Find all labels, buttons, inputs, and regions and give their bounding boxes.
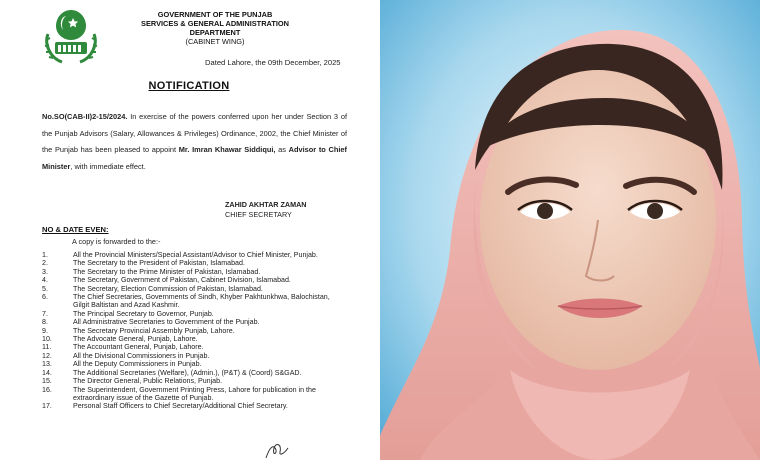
appointee-name: Mr. Imran Khawar Siddiqui, [178,145,276,154]
recipient-number: 14. [42,368,52,377]
recipient-text: The Secretary Provincial Assembly Punjab, Lahore. [73,326,235,335]
recipient-text: Personal Staff Officers to Chief Secretary/Additional Chief Secretary. [73,402,288,411]
recipient-list [42,251,342,411]
recipient-number: 5. [42,284,48,293]
signatory-title: CHIEF SECRETARY [225,210,292,219]
recipient-text: The Superintendent, Government Printing Press, Lahore for publication in the extraordinary issue of the Gazette of Punjab. [73,385,316,402]
recipient-item [42,310,342,318]
signatory-name: ZAHID AKHTAR ZAMAN [225,200,307,209]
recipient-text: The Secretary, Election Commission of Pakistan, Islamabad. [73,284,263,293]
recipient-item [42,276,342,284]
header-line-1: GOVERNMENT OF THE PUNJAB [157,10,273,19]
punjab-government-logo [40,8,102,66]
recipient-item [42,343,342,351]
recipient-text: The Secretary to the Prime Minister of Pakistan, Islamabad. [73,267,261,276]
recipient-number: 11. [42,343,52,352]
recipient-text: The Secretary to the President of Pakistan, Islamabad. [73,259,245,268]
recipient-number: 7. [42,309,48,318]
recipient-text: The Principal Secretary to Governor, Punjab. [73,309,214,318]
recipient-text: The Director General, Public Relations, Punjab. [73,377,223,386]
notification-document [0,0,378,460]
recipient-item [42,369,342,377]
recipient-text: The Accountant General, Punjab, Lahore. [73,343,204,352]
body-text-2: as [275,145,289,154]
notification-title-text: NOTIFICATION [148,80,230,92]
recipient-item [42,335,342,343]
recipient-number: 15. [42,377,52,386]
recipient-item [42,268,342,276]
reference-number: No.SO(CAB-II)2-15/2024. [42,112,128,121]
recipient-number: 3. [42,267,48,276]
recipient-item [42,386,342,403]
recipient-number: 9. [42,326,48,335]
portrait-illustration [380,0,760,460]
recipient-number: 8. [42,318,48,327]
recipient-text: The Advocate General, Punjab, Lahore. [73,335,198,344]
date-line: Dated Lahore, the 09th December, 2025 [205,58,341,67]
letterhead [130,10,300,46]
recipient-item [42,402,342,410]
recipient-item [42,259,342,267]
recipient-text: The Secretary, Government of Pakistan, Cabinet Division, Islamabad. [73,276,291,285]
header-line-3: DEPARTMENT [189,28,241,37]
body-text-1: In exercise of the powers conferred upon her under Section 3 of the Punjab Advisors (Salary, Allowances & Privileges) Ordinance, 2002, the Chief Minister of the Punjab has been pleased to appoint [42,112,347,154]
recipient-number: 10. [42,335,52,344]
header-line-2: SERVICES & GENERAL ADMINISTRATION [141,19,289,28]
recipient-item [42,251,342,259]
recipient-number: 17. [42,402,52,411]
recipient-text: All the Provincial Ministers/Special Assistant/Advisor to Chief Minister, Punjab. [73,251,318,259]
recipient-number: 12. [42,351,52,360]
recipient-number: 16. [42,385,52,394]
body-text-3: , with immediate effect. [70,161,146,171]
signature-block [225,200,306,220]
signature-scribble [262,440,292,460]
recipient-text: The Additional Secretaries (Welfare), (Admin.), (P&T) & (Coord) S&GAD. [73,368,302,377]
recipient-number: 4. [42,276,48,285]
recipient-item [42,318,342,326]
recipient-text: All Administrative Secretaries to Government of the Punjab. [73,318,260,327]
notification-body [42,109,347,175]
forward-intro: A copy is forwarded to the:- [72,237,161,246]
recipient-number: 6. [42,293,48,302]
recipient-item [42,360,342,368]
recipient-text: All the Divisional Commissioners in Punjab. [73,351,210,360]
recipient-number: 13. [42,360,52,369]
no-date-even-heading: NO & DATE EVEN: [42,225,109,234]
notification-title [0,80,378,92]
recipient-item [42,285,342,293]
portrait-photo [380,0,760,460]
recipient-text: All the Deputy Commissioners in Punjab. [73,360,202,369]
recipient-text: The Chief Secretaries, Governments of Sindh, Khyber Pakhtunkhwa, Balochistan, Gilgit Baltistan and Azad Kashmir. [73,293,330,310]
appointed-post: Advisor to Chief Minister [42,145,347,171]
header-line-4: (CABINET WING) [185,37,245,46]
recipient-item [42,293,342,310]
recipient-item [42,377,342,385]
recipient-number: 1. [42,251,48,259]
recipient-item [42,352,342,360]
recipient-item [42,327,342,335]
recipient-number: 2. [42,259,48,268]
